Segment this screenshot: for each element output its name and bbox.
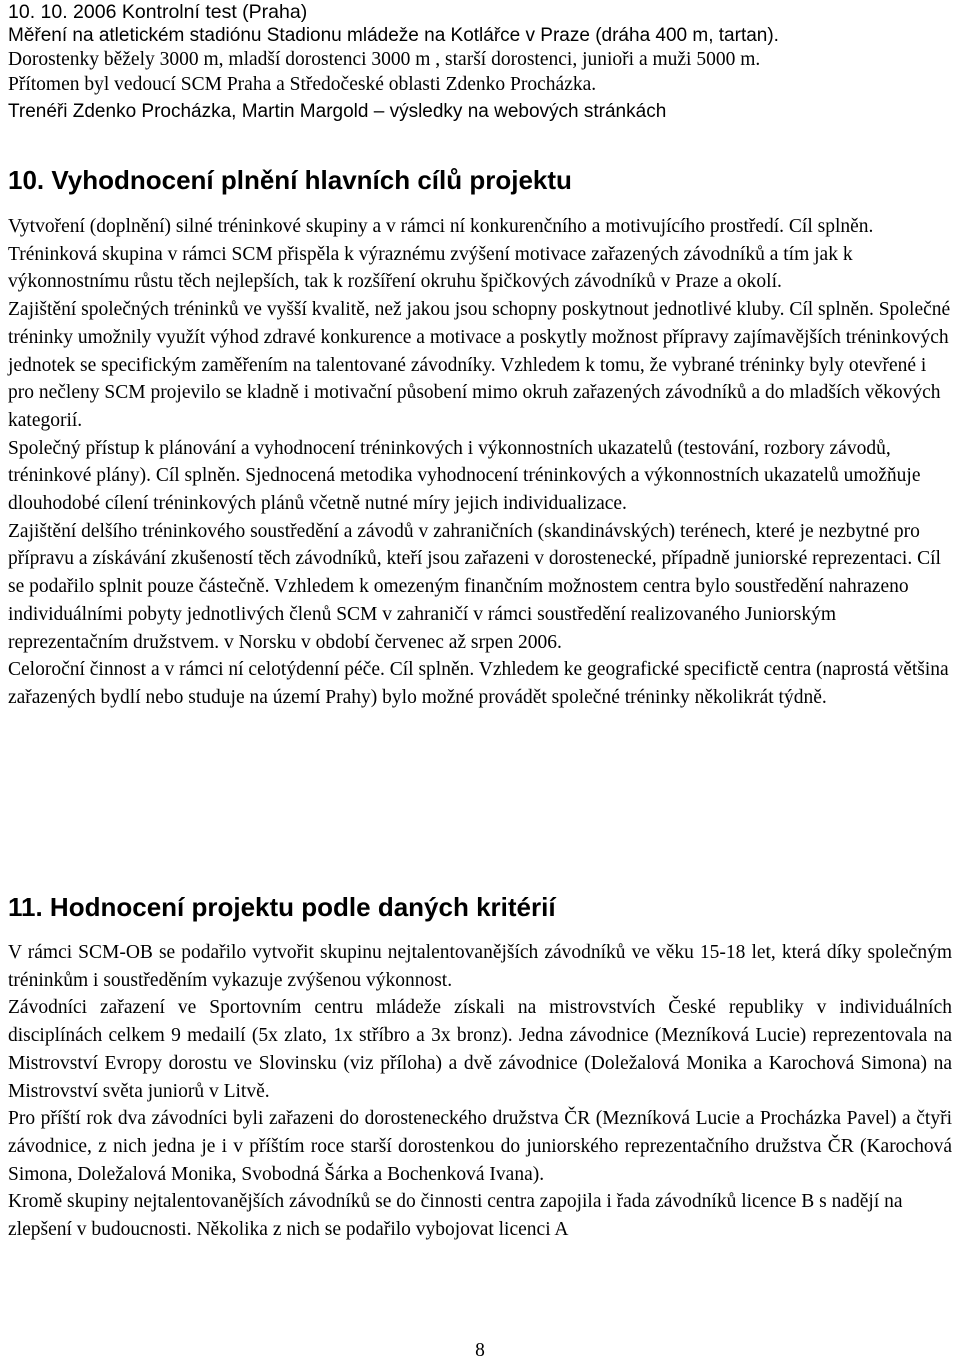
test-line-distances: Dorostenky běžely 3000 m, mladší dorostenci 3000 m , starší dorostenci, junioři a muži 5000 m. bbox=[8, 49, 761, 70]
section-10-paragraph: Zajištění společných tréninků ve vyšší kvalitě, než jakou jsou schopny poskytnout jednotlivé kluby. Cíl splněn. Společné tréninky umožnily využít výhod zdravé konkurence a motivace a poskytly možnost přípravy zajímavějších tréninkových jednotek se specifickým zaměřením na talentované závodníky. Vzhledem k tomu, že vybrané tréninky byly otevřené i pro nečleny SCM projevilo se kladně i motivační působení mimo okruh zařazených závodníků a do mladších věkových kategorií. bbox=[8, 299, 951, 431]
page-number: 8 bbox=[475, 1340, 485, 1361]
test-heading: 10. 10. 2006 Kontrolní test (Praha) bbox=[8, 1, 308, 23]
section-10-title: 10. Vyhodnocení plnění hlavních cílů projektu bbox=[8, 165, 572, 195]
section-10-paragraph: Společný přístup k plánování a vyhodnocení tréninkových i výkonnostních ukazatelů (testování, rozbory závodů, tréninkové plány). Cíl splněn. Sjednocená metodika vyhodnocení tréninkových a výkonnostních ukazatelů umožňuje dlouhodobé cílení tréninkových plánů včetně nutné míry jejich individualizace. bbox=[8, 437, 921, 515]
section-11-paragraph: Závodníci zařazení ve Sportovním centru mládeže získali na mistrovstvích České republiky v individuálních disciplínách celkem 9 medailí (5x zlato, 1x stříbro a 3x bronz). Jedna závodnice (Mezníková Lucie) reprezentovala na Mistrovství Evropy dorostu ve Slovinsku (viz příloha) a dvě závodnice (Doležalová Monika a Karochová Simona) na Mistrovství světa juniorů v Litvě. bbox=[8, 997, 952, 1102]
section-10-paragraph: Celoroční činnost a v rámci ní celotýdenní péče. Cíl splněn. Vzhledem ke geografické specifictě centra (naprostá většina zařazených bydlí nebo studuje na území Prahy) bylo možné provádět společné tréninky několikrát týdně. bbox=[8, 659, 949, 708]
section-11-paragraph: Kromě skupiny nejtalentovanějších závodníků se do činnosti centra zapojila i řada závodníků licence B s nadějí na zlepšení v budoucnosti. Několika z nich se podařilo vybojovat licenci A bbox=[8, 1191, 903, 1241]
section-11-paragraph: V rámci SCM-OB se podařilo vytvořit skupinu nejtalentovanějších závodníků ve věku 15-18 let, která díky společným tréninkům i soustředěním vykazuje zvýšenou výkonnost. bbox=[8, 942, 952, 991]
section-11-body bbox=[8, 939, 952, 1244]
section-10-paragraph: Vytvoření (doplnění) silné tréninkové skupiny a v rámci ní konkurenčního a motivujícího prostředí. Cíl splněn. Tréninková skupina v rámci SCM přispěla k výraznému zvýšení motivace zařazených závodníků a tím jak k výkonnostnímu růstu těch nejlepších, tak k rozšíření okruhu špičkových závodníků v Praze a okolí. bbox=[8, 216, 874, 293]
test-line-venue: Měření na atletickém stadiónu Stadionu mládeže na Kotlářce v Praze (dráha 400 m, tartan). bbox=[8, 25, 779, 46]
test-line-present: Přítomen byl vedoucí SCM Praha a Středočeské oblasti Zdenko Procházka. bbox=[8, 74, 597, 95]
test-line-coaches: Trenéři Zdenko Procházka, Martin Margold – výsledky na webových stránkách bbox=[8, 101, 667, 122]
section-11-title: 11. Hodnocení projektu podle daných kritérií bbox=[8, 892, 556, 922]
section-11-paragraph: Pro příští rok dva závodníci byli zařazeni do dorosteneckého družstva ČR (Mezníková Lucie a Procházka Pavel) a čtyři závodnice, z nich jedna je i v příštím roce starší dorostenkou do juniorského reprezentačního družstva ČR (Karochová Simona, Doležalová Monika, Svobodná Šárka a Bochenková Ivana). bbox=[8, 1108, 952, 1185]
section-10-paragraph: Zajištění delšího tréninkového soustředění a závodů v zahraničních (skandinávských) terénech, které je nezbytné pro přípravu a získávání zkušeností těch závodníků, kteří jsou zařazeni v dorostenecké, případně juniorské reprezentaci. Cíl se podařilo splnit pouze částečně. Vzhledem k omezeným finančním možnostem centra bylo soustředění nahrazeno individuálními pobyty jednotlivých členů SCM v zahraničí v rámci soustředění realizovaného Juniorským reprezentačním družstvem. v Norsku v období červenec až srpen 2006. bbox=[8, 520, 941, 653]
section-10-body bbox=[8, 213, 952, 712]
